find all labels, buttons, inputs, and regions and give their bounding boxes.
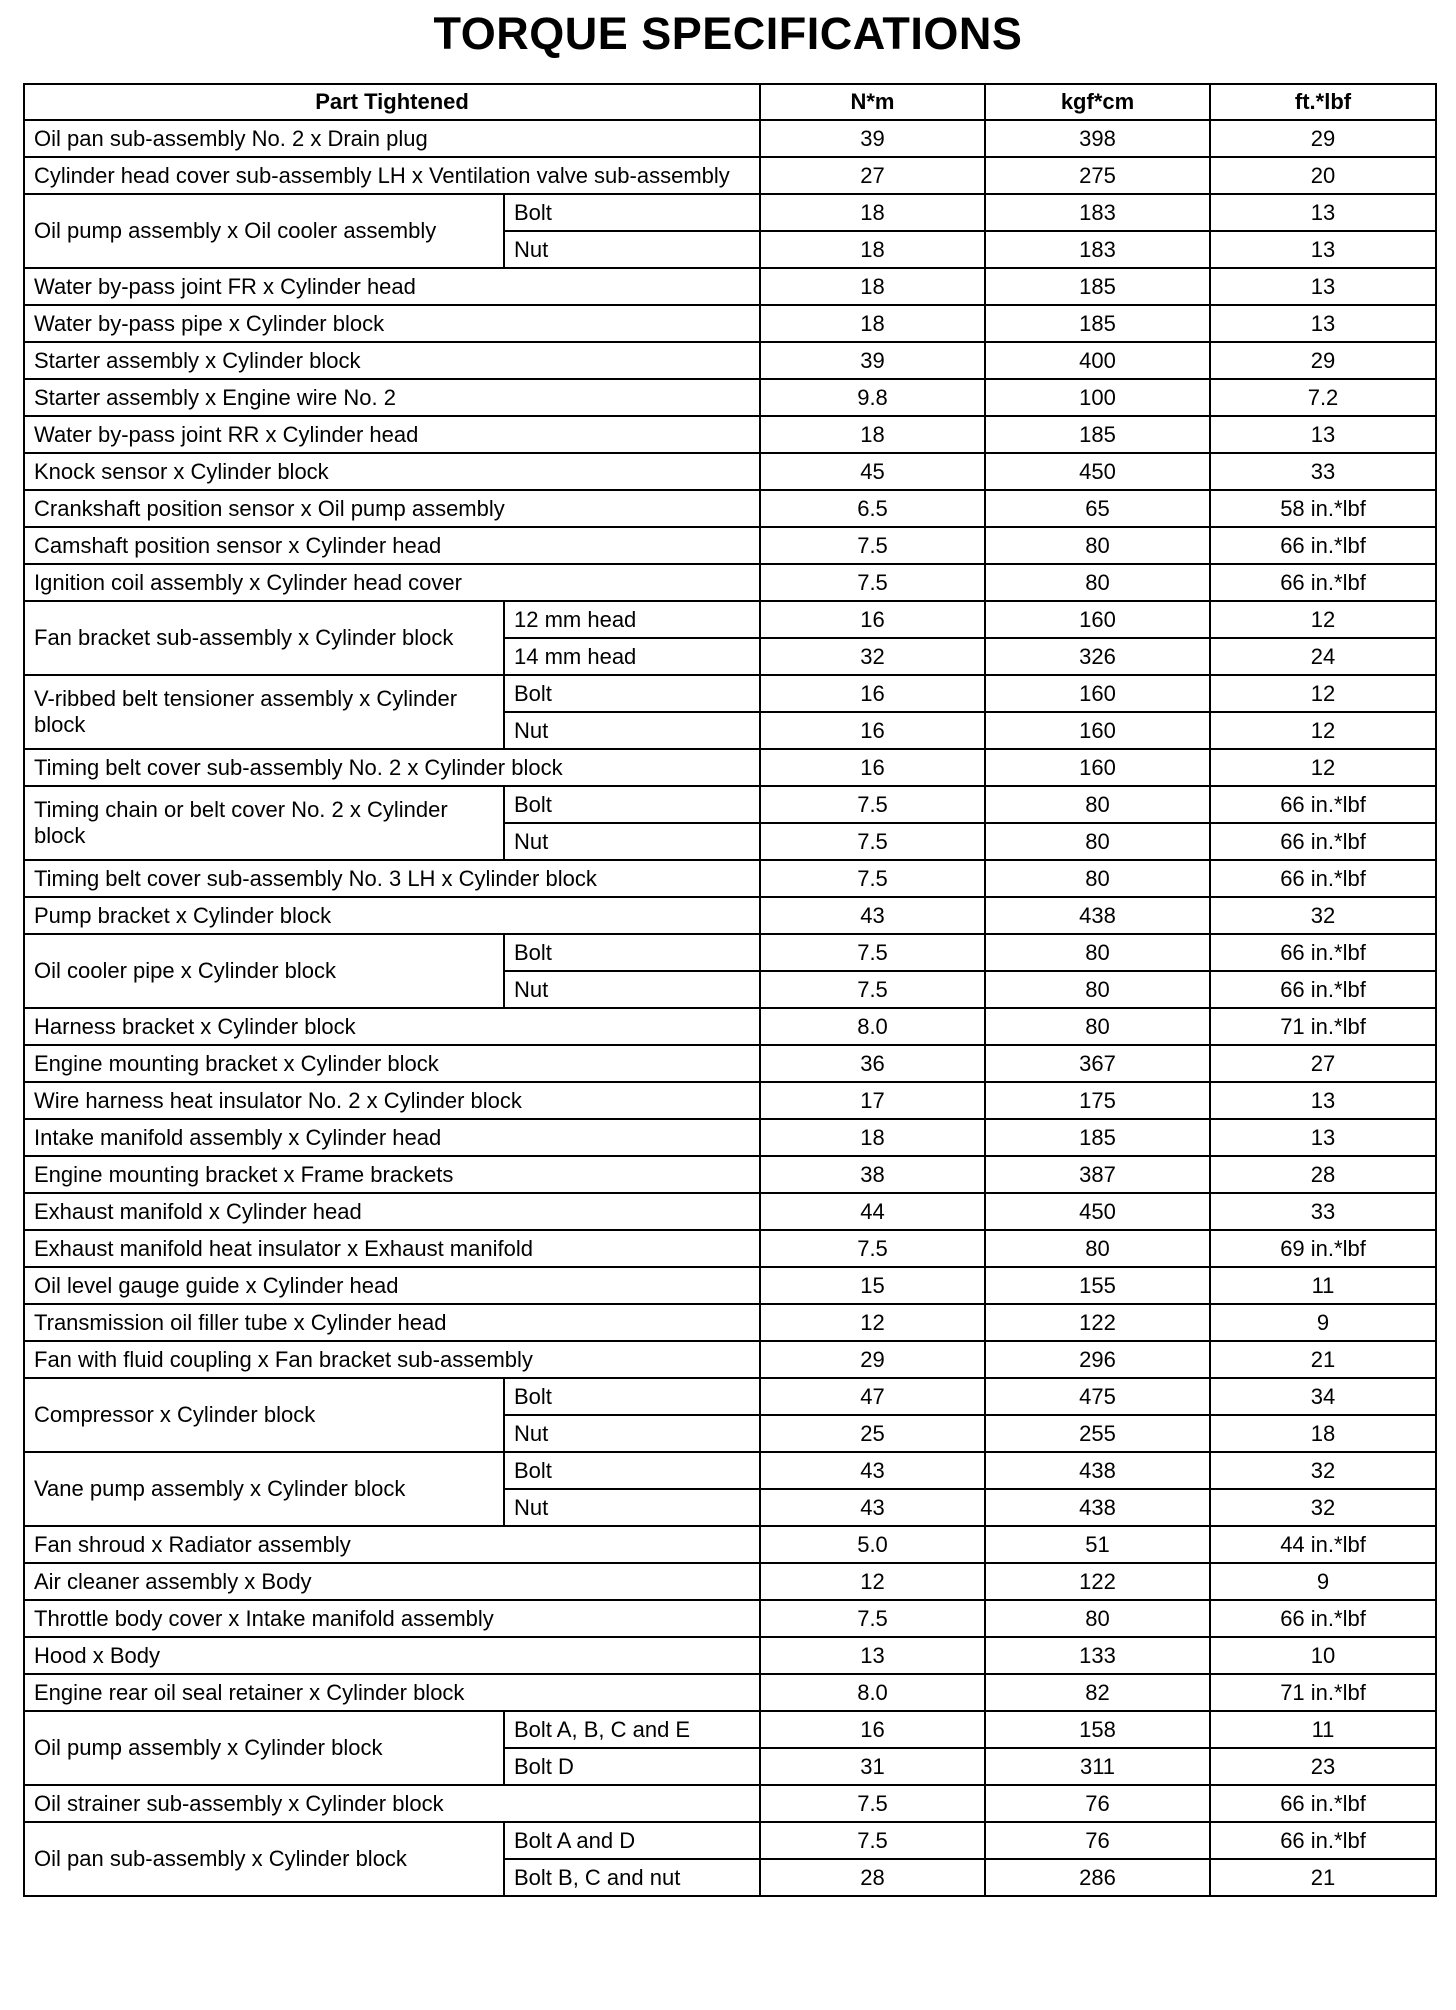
table-row bbox=[24, 1822, 1436, 1859]
table-row bbox=[24, 1600, 1436, 1637]
value-kgf-cm: 311 bbox=[985, 1748, 1210, 1785]
value-ft-lbf: 66 in.*lbf bbox=[1210, 1600, 1436, 1637]
value-nm: 7.5 bbox=[760, 934, 985, 971]
fastener-label: Bolt bbox=[504, 194, 760, 231]
value-ft-lbf: 13 bbox=[1210, 1119, 1436, 1156]
value-kgf-cm: 367 bbox=[985, 1045, 1210, 1082]
value-kgf-cm: 255 bbox=[985, 1415, 1210, 1452]
part-name: Hood x Body bbox=[24, 1637, 760, 1674]
value-nm: 12 bbox=[760, 1304, 985, 1341]
value-kgf-cm: 398 bbox=[985, 120, 1210, 157]
value-nm: 28 bbox=[760, 1859, 985, 1896]
part-name: Water by-pass joint RR x Cylinder head bbox=[24, 416, 760, 453]
value-nm: 39 bbox=[760, 342, 985, 379]
value-kgf-cm: 122 bbox=[985, 1563, 1210, 1600]
value-nm: 7.5 bbox=[760, 786, 985, 823]
value-ft-lbf: 66 in.*lbf bbox=[1210, 527, 1436, 564]
table-row bbox=[24, 305, 1436, 342]
part-name: Compressor x Cylinder block bbox=[24, 1378, 504, 1452]
part-name: Fan with fluid coupling x Fan bracket sub-assembly bbox=[24, 1341, 760, 1378]
value-nm: 7.5 bbox=[760, 1230, 985, 1267]
value-nm: 7.5 bbox=[760, 1600, 985, 1637]
value-nm: 6.5 bbox=[760, 490, 985, 527]
table-row bbox=[24, 379, 1436, 416]
table-row bbox=[24, 934, 1436, 971]
value-ft-lbf: 66 in.*lbf bbox=[1210, 860, 1436, 897]
table-row bbox=[24, 1378, 1436, 1415]
part-name: Oil pump assembly x Oil cooler assembly bbox=[24, 194, 504, 268]
part-name: Oil pan sub-assembly x Cylinder block bbox=[24, 1822, 504, 1896]
value-nm: 13 bbox=[760, 1637, 985, 1674]
fastener-label: 14 mm head bbox=[504, 638, 760, 675]
part-name: Oil level gauge guide x Cylinder head bbox=[24, 1267, 760, 1304]
fastener-label: 12 mm head bbox=[504, 601, 760, 638]
part-name: Engine mounting bracket x Cylinder block bbox=[24, 1045, 760, 1082]
table-row bbox=[24, 1674, 1436, 1711]
part-name: Cylinder head cover sub-assembly LH x Ventilation valve sub-assembly bbox=[24, 157, 760, 194]
value-ft-lbf: 66 in.*lbf bbox=[1210, 934, 1436, 971]
value-kgf-cm: 185 bbox=[985, 305, 1210, 342]
value-nm: 18 bbox=[760, 268, 985, 305]
value-ft-lbf: 12 bbox=[1210, 601, 1436, 638]
value-kgf-cm: 82 bbox=[985, 1674, 1210, 1711]
part-name: Timing chain or belt cover No. 2 x Cylinder block bbox=[24, 786, 504, 860]
fastener-label: Nut bbox=[504, 231, 760, 268]
value-kgf-cm: 80 bbox=[985, 823, 1210, 860]
part-name: Knock sensor x Cylinder block bbox=[24, 453, 760, 490]
value-ft-lbf: 21 bbox=[1210, 1859, 1436, 1896]
value-kgf-cm: 76 bbox=[985, 1785, 1210, 1822]
part-name: Oil pump assembly x Cylinder block bbox=[24, 1711, 504, 1785]
part-name: Engine rear oil seal retainer x Cylinder block bbox=[24, 1674, 760, 1711]
value-ft-lbf: 44 in.*lbf bbox=[1210, 1526, 1436, 1563]
part-name: Camshaft position sensor x Cylinder head bbox=[24, 527, 760, 564]
value-kgf-cm: 438 bbox=[985, 1452, 1210, 1489]
value-ft-lbf: 13 bbox=[1210, 1082, 1436, 1119]
part-name: Timing belt cover sub-assembly No. 2 x Cylinder block bbox=[24, 749, 760, 786]
table-row bbox=[24, 1230, 1436, 1267]
value-nm: 8.0 bbox=[760, 1008, 985, 1045]
value-kgf-cm: 80 bbox=[985, 1600, 1210, 1637]
value-nm: 43 bbox=[760, 1452, 985, 1489]
value-kgf-cm: 80 bbox=[985, 527, 1210, 564]
value-ft-lbf: 66 in.*lbf bbox=[1210, 971, 1436, 1008]
part-name: Oil strainer sub-assembly x Cylinder block bbox=[24, 1785, 760, 1822]
table-row bbox=[24, 1119, 1436, 1156]
table-row bbox=[24, 120, 1436, 157]
part-name: Engine mounting bracket x Frame brackets bbox=[24, 1156, 760, 1193]
value-kgf-cm: 100 bbox=[985, 379, 1210, 416]
value-ft-lbf: 32 bbox=[1210, 1452, 1436, 1489]
fastener-label: Bolt bbox=[504, 786, 760, 823]
value-nm: 7.5 bbox=[760, 823, 985, 860]
value-ft-lbf: 66 in.*lbf bbox=[1210, 786, 1436, 823]
value-ft-lbf: 34 bbox=[1210, 1378, 1436, 1415]
value-ft-lbf: 12 bbox=[1210, 675, 1436, 712]
table-row bbox=[24, 860, 1436, 897]
fastener-label: Bolt bbox=[504, 934, 760, 971]
value-ft-lbf: 66 in.*lbf bbox=[1210, 1822, 1436, 1859]
table-row bbox=[24, 1341, 1436, 1378]
table-row bbox=[24, 1785, 1436, 1822]
part-name: V-ribbed belt tensioner assembly x Cylinder block bbox=[24, 675, 504, 749]
torque-table-body bbox=[24, 120, 1436, 1896]
value-ft-lbf: 11 bbox=[1210, 1711, 1436, 1748]
part-name: Intake manifold assembly x Cylinder head bbox=[24, 1119, 760, 1156]
value-nm: 32 bbox=[760, 638, 985, 675]
value-nm: 5.0 bbox=[760, 1526, 985, 1563]
header-row bbox=[24, 84, 1436, 120]
value-kgf-cm: 133 bbox=[985, 1637, 1210, 1674]
table-row bbox=[24, 1452, 1436, 1489]
value-nm: 25 bbox=[760, 1415, 985, 1452]
part-name: Harness bracket x Cylinder block bbox=[24, 1008, 760, 1045]
value-nm: 29 bbox=[760, 1341, 985, 1378]
value-kgf-cm: 80 bbox=[985, 971, 1210, 1008]
value-ft-lbf: 13 bbox=[1210, 416, 1436, 453]
part-name: Water by-pass joint FR x Cylinder head bbox=[24, 268, 760, 305]
table-row bbox=[24, 749, 1436, 786]
table-row bbox=[24, 268, 1436, 305]
value-nm: 7.5 bbox=[760, 1785, 985, 1822]
value-ft-lbf: 18 bbox=[1210, 1415, 1436, 1452]
value-ft-lbf: 66 in.*lbf bbox=[1210, 564, 1436, 601]
value-nm: 38 bbox=[760, 1156, 985, 1193]
fastener-label: Bolt D bbox=[504, 1748, 760, 1785]
value-kgf-cm: 275 bbox=[985, 157, 1210, 194]
value-ft-lbf: 66 in.*lbf bbox=[1210, 1785, 1436, 1822]
part-name: Throttle body cover x Intake manifold assembly bbox=[24, 1600, 760, 1637]
part-name: Vane pump assembly x Cylinder block bbox=[24, 1452, 504, 1526]
value-nm: 43 bbox=[760, 897, 985, 934]
part-name: Transmission oil filler tube x Cylinder head bbox=[24, 1304, 760, 1341]
value-nm: 18 bbox=[760, 305, 985, 342]
value-ft-lbf: 33 bbox=[1210, 453, 1436, 490]
value-nm: 17 bbox=[760, 1082, 985, 1119]
value-ft-lbf: 10 bbox=[1210, 1637, 1436, 1674]
value-nm: 36 bbox=[760, 1045, 985, 1082]
table-row bbox=[24, 1637, 1436, 1674]
table-row bbox=[24, 675, 1436, 712]
value-ft-lbf: 11 bbox=[1210, 1267, 1436, 1304]
value-nm: 18 bbox=[760, 416, 985, 453]
fastener-label: Bolt bbox=[504, 675, 760, 712]
fastener-label: Bolt B, C and nut bbox=[504, 1859, 760, 1896]
part-name: Water by-pass pipe x Cylinder block bbox=[24, 305, 760, 342]
fastener-label: Nut bbox=[504, 712, 760, 749]
table-row bbox=[24, 1526, 1436, 1563]
value-ft-lbf: 12 bbox=[1210, 712, 1436, 749]
value-ft-lbf: 24 bbox=[1210, 638, 1436, 675]
value-nm: 15 bbox=[760, 1267, 985, 1304]
value-ft-lbf: 9 bbox=[1210, 1304, 1436, 1341]
value-nm: 12 bbox=[760, 1563, 985, 1600]
table-row bbox=[24, 1045, 1436, 1082]
value-nm: 16 bbox=[760, 601, 985, 638]
value-ft-lbf: 71 in.*lbf bbox=[1210, 1008, 1436, 1045]
value-kgf-cm: 475 bbox=[985, 1378, 1210, 1415]
part-name: Exhaust manifold heat insulator x Exhaust manifold bbox=[24, 1230, 760, 1267]
part-name: Wire harness heat insulator No. 2 x Cylinder block bbox=[24, 1082, 760, 1119]
fastener-label: Bolt A and D bbox=[504, 1822, 760, 1859]
value-ft-lbf: 13 bbox=[1210, 305, 1436, 342]
value-nm: 8.0 bbox=[760, 1674, 985, 1711]
value-kgf-cm: 80 bbox=[985, 564, 1210, 601]
fastener-label: Nut bbox=[504, 1415, 760, 1452]
value-ft-lbf: 58 in.*lbf bbox=[1210, 490, 1436, 527]
table-row bbox=[24, 527, 1436, 564]
value-ft-lbf: 23 bbox=[1210, 1748, 1436, 1785]
value-kgf-cm: 122 bbox=[985, 1304, 1210, 1341]
value-kgf-cm: 387 bbox=[985, 1156, 1210, 1193]
value-ft-lbf: 27 bbox=[1210, 1045, 1436, 1082]
part-name: Timing belt cover sub-assembly No. 3 LH x Cylinder block bbox=[24, 860, 760, 897]
value-kgf-cm: 296 bbox=[985, 1341, 1210, 1378]
value-nm: 7.5 bbox=[760, 1822, 985, 1859]
table-row bbox=[24, 194, 1436, 231]
value-ft-lbf: 29 bbox=[1210, 342, 1436, 379]
table-row bbox=[24, 342, 1436, 379]
part-name: Oil pan sub-assembly No. 2 x Drain plug bbox=[24, 120, 760, 157]
value-kgf-cm: 438 bbox=[985, 897, 1210, 934]
value-ft-lbf: 7.2 bbox=[1210, 379, 1436, 416]
value-nm: 39 bbox=[760, 120, 985, 157]
value-kgf-cm: 80 bbox=[985, 786, 1210, 823]
fastener-label: Nut bbox=[504, 971, 760, 1008]
value-nm: 7.5 bbox=[760, 527, 985, 564]
value-kgf-cm: 450 bbox=[985, 453, 1210, 490]
part-name: Crankshaft position sensor x Oil pump assembly bbox=[24, 490, 760, 527]
table-row bbox=[24, 1711, 1436, 1748]
table-row bbox=[24, 1267, 1436, 1304]
value-ft-lbf: 32 bbox=[1210, 897, 1436, 934]
value-kgf-cm: 175 bbox=[985, 1082, 1210, 1119]
value-ft-lbf: 33 bbox=[1210, 1193, 1436, 1230]
value-kgf-cm: 438 bbox=[985, 1489, 1210, 1526]
value-nm: 18 bbox=[760, 231, 985, 268]
table-row bbox=[24, 1082, 1436, 1119]
value-ft-lbf: 66 in.*lbf bbox=[1210, 823, 1436, 860]
value-kgf-cm: 158 bbox=[985, 1711, 1210, 1748]
value-kgf-cm: 183 bbox=[985, 194, 1210, 231]
header-part-tightened: Part Tightened bbox=[24, 84, 760, 120]
value-kgf-cm: 160 bbox=[985, 601, 1210, 638]
value-kgf-cm: 400 bbox=[985, 342, 1210, 379]
value-nm: 47 bbox=[760, 1378, 985, 1415]
value-nm: 16 bbox=[760, 1711, 985, 1748]
table-row bbox=[24, 1156, 1436, 1193]
part-name: Pump bracket x Cylinder block bbox=[24, 897, 760, 934]
table-row bbox=[24, 1304, 1436, 1341]
table-row bbox=[24, 157, 1436, 194]
fastener-label: Bolt bbox=[504, 1378, 760, 1415]
table-row bbox=[24, 897, 1436, 934]
value-kgf-cm: 80 bbox=[985, 860, 1210, 897]
value-ft-lbf: 69 in.*lbf bbox=[1210, 1230, 1436, 1267]
header-kgf-cm: kgf*cm bbox=[985, 84, 1210, 120]
value-kgf-cm: 185 bbox=[985, 416, 1210, 453]
value-ft-lbf: 20 bbox=[1210, 157, 1436, 194]
value-nm: 43 bbox=[760, 1489, 985, 1526]
part-name: Fan shroud x Radiator assembly bbox=[24, 1526, 760, 1563]
value-nm: 18 bbox=[760, 1119, 985, 1156]
table-row bbox=[24, 1563, 1436, 1600]
value-kgf-cm: 450 bbox=[985, 1193, 1210, 1230]
part-name: Starter assembly x Engine wire No. 2 bbox=[24, 379, 760, 416]
table-row bbox=[24, 453, 1436, 490]
part-name: Air cleaner assembly x Body bbox=[24, 1563, 760, 1600]
value-nm: 18 bbox=[760, 194, 985, 231]
table-row bbox=[24, 1008, 1436, 1045]
value-kgf-cm: 326 bbox=[985, 638, 1210, 675]
value-nm: 7.5 bbox=[760, 971, 985, 1008]
value-kgf-cm: 160 bbox=[985, 749, 1210, 786]
value-kgf-cm: 80 bbox=[985, 934, 1210, 971]
value-nm: 45 bbox=[760, 453, 985, 490]
table-row bbox=[24, 490, 1436, 527]
value-kgf-cm: 160 bbox=[985, 675, 1210, 712]
fastener-label: Bolt bbox=[504, 1452, 760, 1489]
fastener-label: Bolt A, B, C and E bbox=[504, 1711, 760, 1748]
value-kgf-cm: 80 bbox=[985, 1008, 1210, 1045]
value-kgf-cm: 183 bbox=[985, 231, 1210, 268]
value-ft-lbf: 13 bbox=[1210, 231, 1436, 268]
fastener-label: Nut bbox=[504, 823, 760, 860]
value-nm: 16 bbox=[760, 675, 985, 712]
value-nm: 9.8 bbox=[760, 379, 985, 416]
table-row bbox=[24, 416, 1436, 453]
torque-spec-table bbox=[23, 83, 1437, 1897]
value-ft-lbf: 71 in.*lbf bbox=[1210, 1674, 1436, 1711]
value-kgf-cm: 65 bbox=[985, 490, 1210, 527]
part-name: Starter assembly x Cylinder block bbox=[24, 342, 760, 379]
value-kgf-cm: 286 bbox=[985, 1859, 1210, 1896]
value-ft-lbf: 21 bbox=[1210, 1341, 1436, 1378]
value-nm: 16 bbox=[760, 712, 985, 749]
page-title: TORQUE SPECIFICATIONS bbox=[433, 8, 1023, 59]
value-kgf-cm: 155 bbox=[985, 1267, 1210, 1304]
fastener-label: Nut bbox=[504, 1489, 760, 1526]
header-ft-lbf: ft.*lbf bbox=[1210, 84, 1436, 120]
table-row bbox=[24, 564, 1436, 601]
value-ft-lbf: 32 bbox=[1210, 1489, 1436, 1526]
value-nm: 16 bbox=[760, 749, 985, 786]
value-nm: 7.5 bbox=[760, 564, 985, 601]
value-nm: 44 bbox=[760, 1193, 985, 1230]
part-name: Oil cooler pipe x Cylinder block bbox=[24, 934, 504, 1008]
value-nm: 7.5 bbox=[760, 860, 985, 897]
header-nm: N*m bbox=[760, 84, 985, 120]
table-row bbox=[24, 786, 1436, 823]
part-name: Fan bracket sub-assembly x Cylinder block bbox=[24, 601, 504, 675]
value-nm: 31 bbox=[760, 1748, 985, 1785]
table-row bbox=[24, 1193, 1436, 1230]
value-kgf-cm: 80 bbox=[985, 1230, 1210, 1267]
value-ft-lbf: 29 bbox=[1210, 120, 1436, 157]
value-kgf-cm: 185 bbox=[985, 268, 1210, 305]
value-nm: 27 bbox=[760, 157, 985, 194]
table-row bbox=[24, 601, 1436, 638]
value-kgf-cm: 160 bbox=[985, 712, 1210, 749]
value-ft-lbf: 13 bbox=[1210, 268, 1436, 305]
value-ft-lbf: 28 bbox=[1210, 1156, 1436, 1193]
value-kgf-cm: 76 bbox=[985, 1822, 1210, 1859]
value-ft-lbf: 9 bbox=[1210, 1563, 1436, 1600]
value-kgf-cm: 185 bbox=[985, 1119, 1210, 1156]
part-name: Ignition coil assembly x Cylinder head cover bbox=[24, 564, 760, 601]
part-name: Exhaust manifold x Cylinder head bbox=[24, 1193, 760, 1230]
value-ft-lbf: 12 bbox=[1210, 749, 1436, 786]
value-kgf-cm: 51 bbox=[985, 1526, 1210, 1563]
value-ft-lbf: 13 bbox=[1210, 194, 1436, 231]
